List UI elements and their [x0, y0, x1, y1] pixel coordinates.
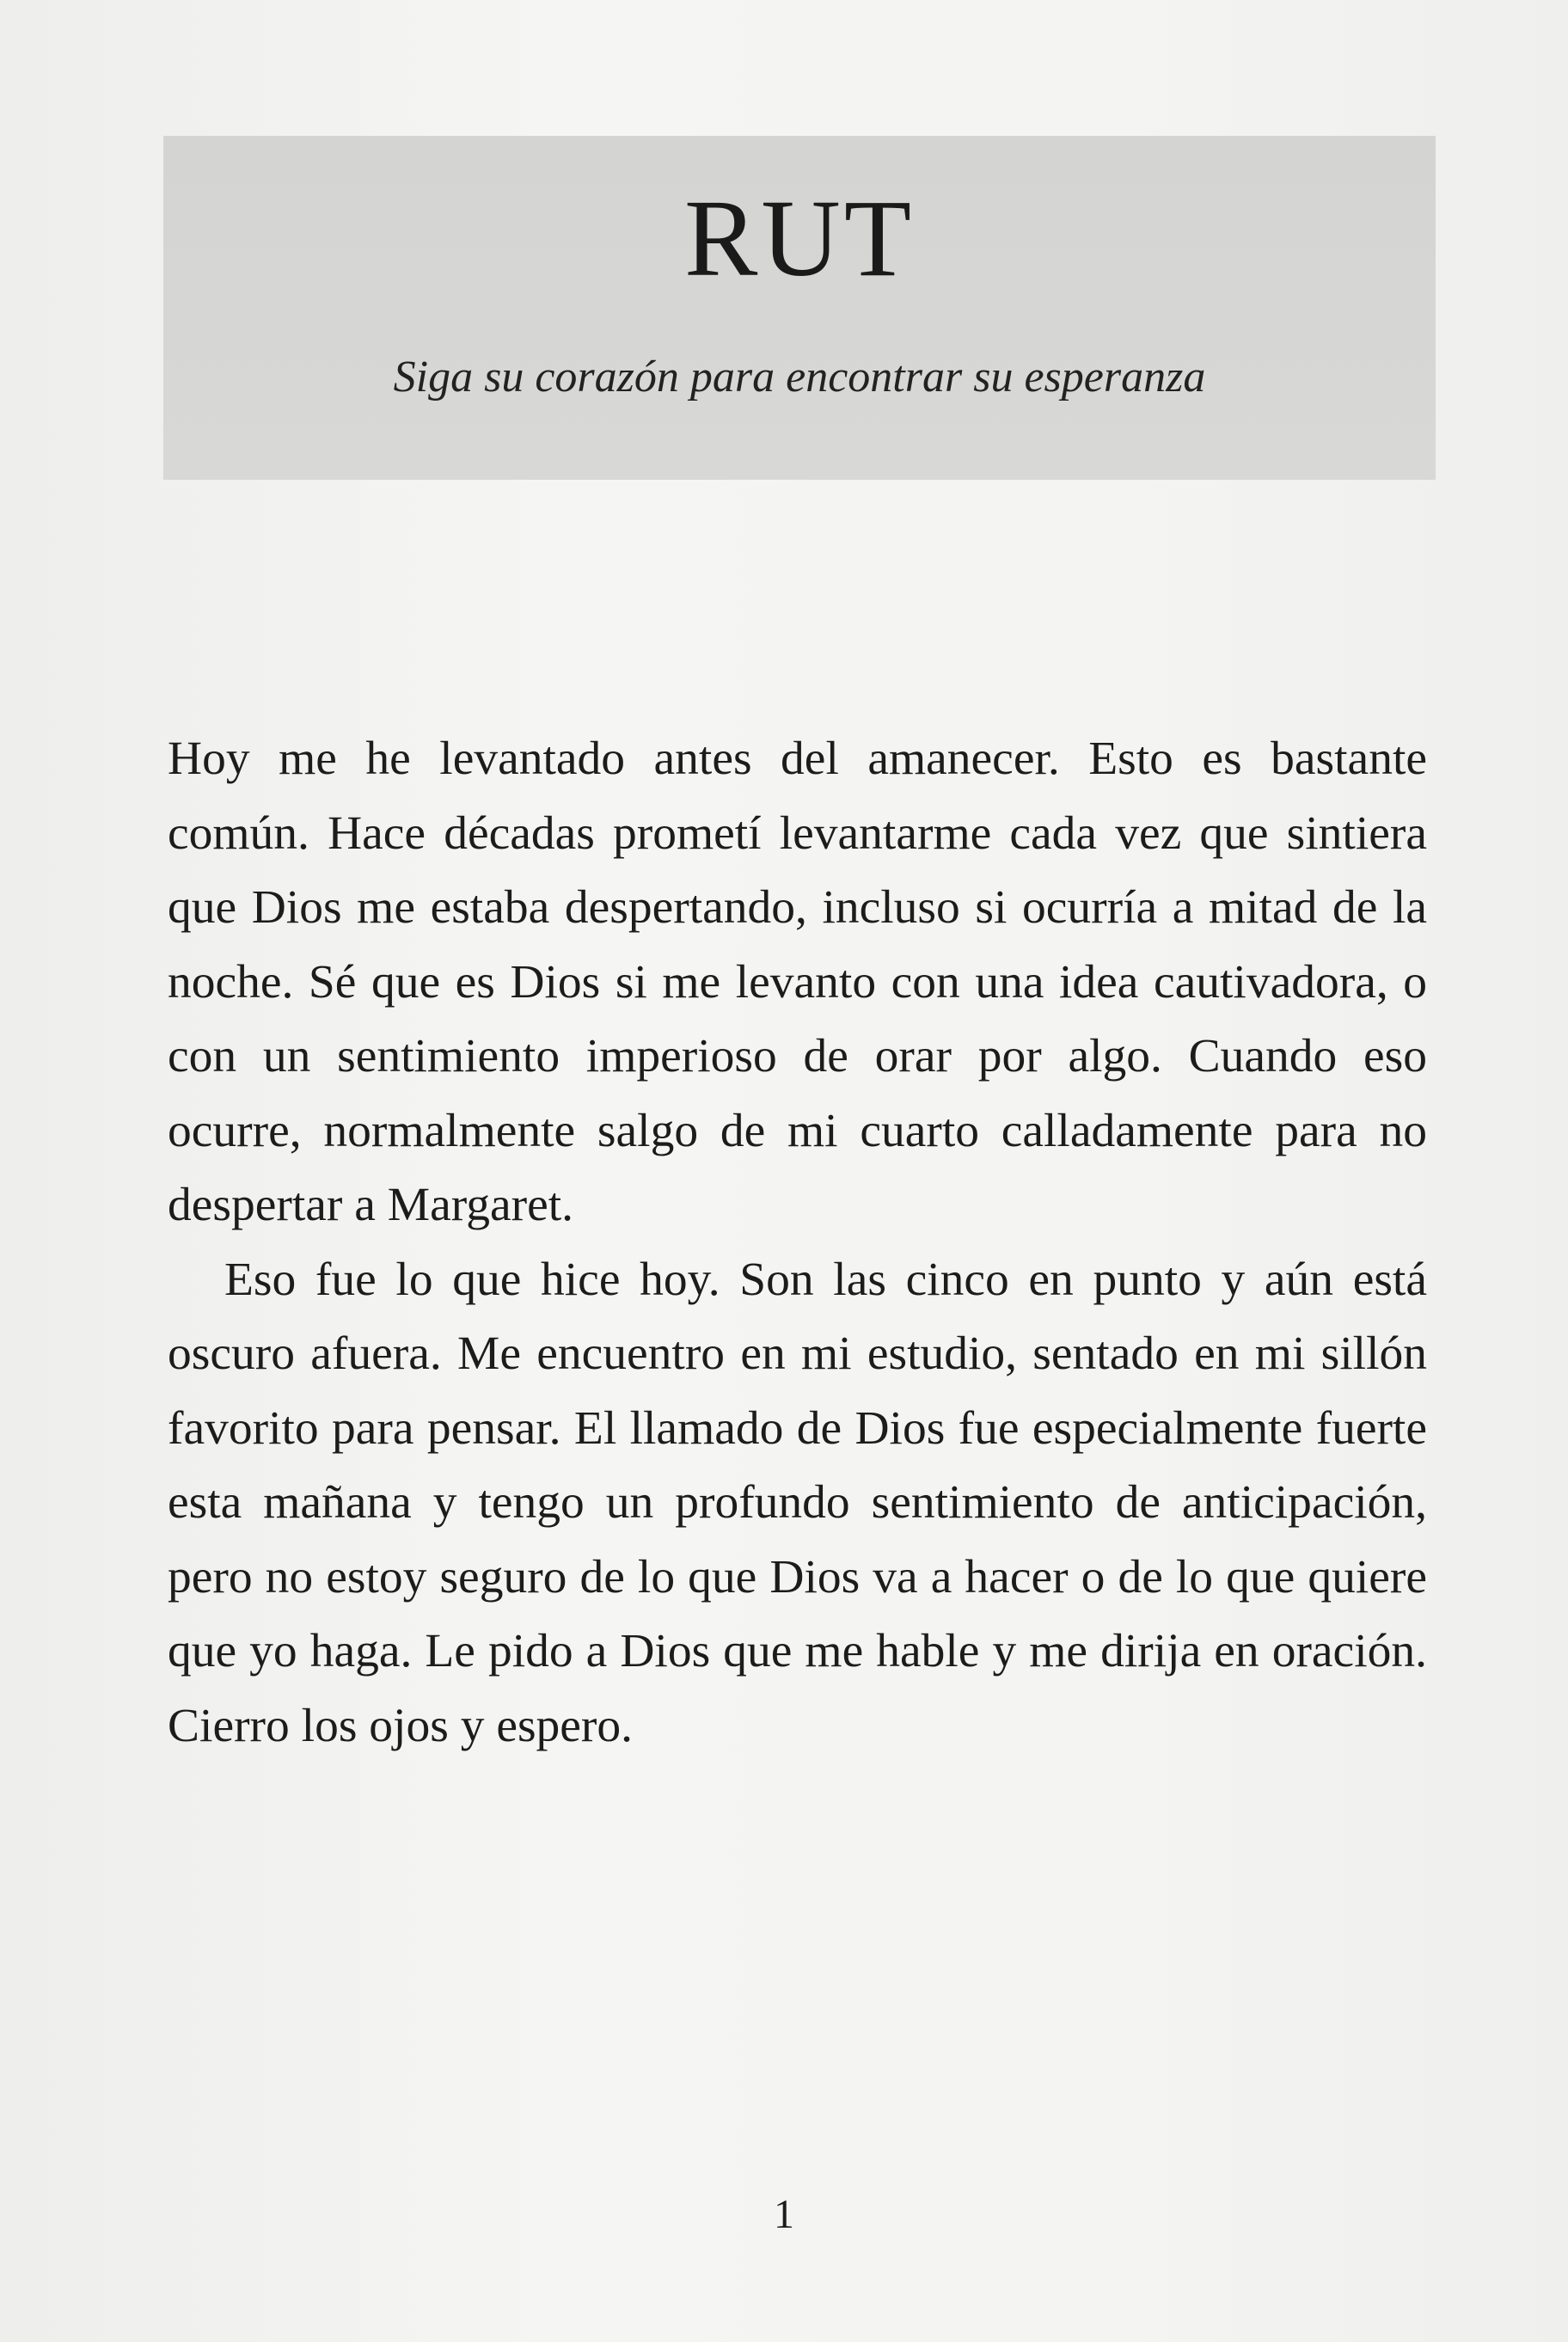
page-number: 1: [774, 2192, 794, 2237]
chapter-subtitle: Siga su corazón para encontrar su esperanza: [393, 353, 1206, 402]
paragraph-2: Eso fue lo que hice hoy. Son las cinco en punto y aún está oscuro afuera. Me encuentro en mi estudio, sentado en mi sillón favorito para pensar. El llamado de Dios fue especialmente fuerte esta mañana y tengo un profundo sentimiento de anticipación, pero no estoy seguro de lo que Dios va a hacer o de lo que quiere que yo haga. Le pido a Dios que me hable y me dirija en oración. Cierro los ojos y espero.: [168, 1253, 1427, 1752]
body-text: [168, 722, 1427, 1763]
paragraph-1: Hoy me he levantado antes del amanecer. Esto es bastante común. Hace décadas prometí levantarme cada vez que sintiera que Dios me estaba despertando, incluso si ocurría a mitad de la noche. Sé que es Dios si me levanto con una idea cautivadora, o con un sentimiento imperioso de orar por algo. Cuando eso ocurre, normalmente salgo de mi cuarto calladamente para no despertar a Margaret.: [168, 733, 1427, 1231]
chapter-header: [163, 136, 1436, 480]
chapter-title: RUT: [684, 177, 915, 299]
